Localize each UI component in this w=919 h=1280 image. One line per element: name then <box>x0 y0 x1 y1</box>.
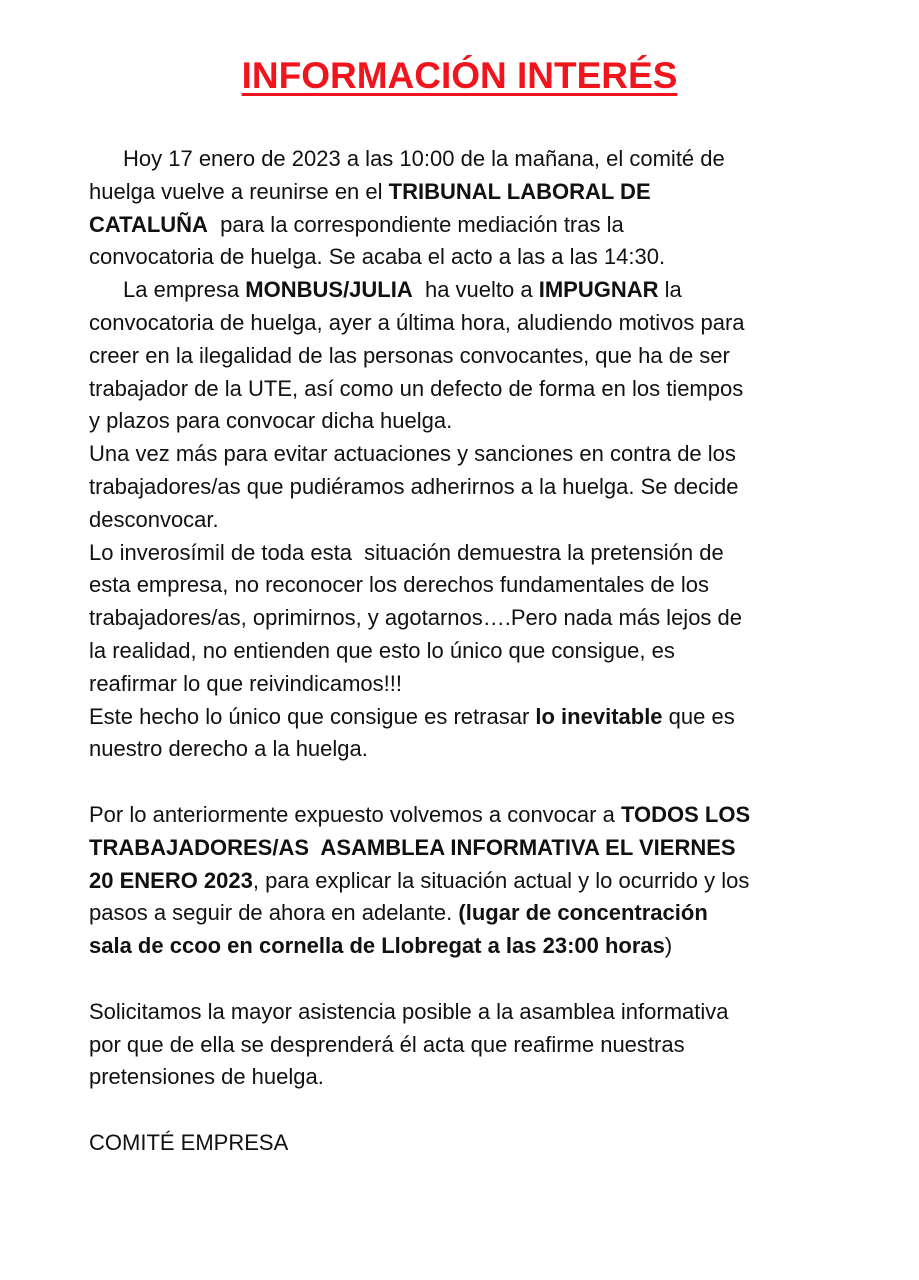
text-line <box>89 307 849 340</box>
paragraph-desconvocar <box>89 438 849 536</box>
text-run: ) <box>664 933 673 959</box>
paragraph-inverosimil <box>89 537 849 701</box>
text-line <box>89 996 849 1029</box>
text-line <box>89 471 849 504</box>
text-run: desconvocar. <box>89 506 219 532</box>
text-run: la realidad, no entienden que esto lo único que consigue, es <box>89 637 675 663</box>
text-line <box>89 438 849 471</box>
text-run: que es <box>662 703 735 729</box>
text-run: huelga vuelve a reunirse en el <box>89 178 389 204</box>
paragraph-meeting <box>89 143 849 274</box>
text-run: Solicitamos la mayor asistencia posible a la asamblea informativa <box>89 998 729 1024</box>
text-line <box>89 733 849 766</box>
document-body <box>89 143 849 1160</box>
text-run: Este hecho lo único que consigue es retrasar <box>89 703 536 729</box>
text-line <box>89 701 849 734</box>
text-run: ha vuelto a <box>412 277 539 303</box>
text-run: esta empresa, no reconocer los derechos fundamentales de los <box>89 572 710 598</box>
text-line <box>89 340 849 373</box>
text-run: , para explicar la situación actual y lo ocurrido y los <box>252 867 750 893</box>
paragraph-impugnation <box>89 274 849 438</box>
bold-text-company: MONBUS/JULIA <box>245 277 413 303</box>
text-run: Lo inverosímil de toda esta situación demuestra la pretensión de <box>89 539 724 565</box>
blank-line <box>89 963 849 996</box>
blank-line <box>89 766 849 799</box>
text-run: y plazos para convocar dicha huelga. <box>89 408 453 434</box>
text-run: convocatoria de huelga, ayer a última hora, aludiendo motivos para <box>89 309 745 335</box>
text-line <box>89 569 849 602</box>
bold-text-tribunal: TRIBUNAL LABORAL DE <box>388 178 651 204</box>
signature: COMITÉ EMPRESA <box>89 1129 289 1155</box>
text-run: Por lo anteriormente expuesto volvemos a convocar a <box>89 801 621 827</box>
text-line <box>89 832 849 865</box>
text-run: para la correspondiente mediación tras la <box>207 211 624 237</box>
text-run: pasos a seguir de ahora en adelante. <box>89 900 459 926</box>
text-line <box>89 373 849 406</box>
bold-text-inevitable: lo inevitable <box>535 703 663 729</box>
text-run: Una vez más para evitar actuaciones y sanciones en contra de los <box>89 441 736 467</box>
text-line <box>89 1029 849 1062</box>
text-line <box>89 635 849 668</box>
bold-text-venue: sala de ccoo en cornella de Llobregat a las 23:00 horas <box>89 933 665 959</box>
text-line <box>89 668 849 701</box>
paragraph-request <box>89 996 849 1094</box>
text-line <box>89 504 849 537</box>
text-run: por que de ella se desprenderá él acta que reafirme nuestras <box>89 1031 685 1057</box>
text-run: trabajador de la UTE, así como un defecto de forma en los tiempos <box>89 375 744 401</box>
text-line <box>89 930 849 963</box>
text-run: trabajadores/as, oprimirnos, y agotarnos….Pero nada más lejos de <box>89 605 743 631</box>
bold-text-todos: TODOS LOS <box>620 801 751 827</box>
bold-text-impugnar: IMPUGNAR <box>538 277 659 303</box>
paragraph-inevitable <box>89 701 849 767</box>
text-run: nuestro derecho a la huelga. <box>89 736 368 762</box>
text-run: trabajadores/as que pudiéramos adherirnos a la huelga. Se decide <box>89 473 739 499</box>
blank-line <box>89 1094 849 1127</box>
bold-text-assembly: TRABAJADORES/AS ASAMBLEA INFORMATIVA EL VIERNES <box>89 834 736 860</box>
text-run: reafirmar lo que reivindicamos!!! <box>89 670 403 696</box>
text-line <box>89 1061 849 1094</box>
bold-text-location: (lugar de concentración <box>458 900 708 926</box>
bold-text-cataluna: CATALUÑA <box>89 211 208 237</box>
text-line <box>89 897 849 930</box>
text-run: la <box>658 277 682 303</box>
text-line <box>89 274 849 307</box>
text-run: convocatoria de huelga. Se acaba el acto a las a las 14:30. <box>89 244 666 270</box>
bold-text-date: 20 ENERO 2023 <box>89 867 253 893</box>
text-line <box>89 799 849 832</box>
text-line <box>89 537 849 570</box>
paragraph-assembly <box>89 799 849 963</box>
text-line <box>89 865 849 898</box>
text-run: La empresa <box>123 277 246 303</box>
text-line <box>89 143 849 176</box>
text-line <box>89 602 849 635</box>
text-line <box>89 405 849 438</box>
document-title: INFORMACIÓN INTERÉS <box>241 55 678 96</box>
text-run: Hoy 17 enero de 2023 a las 10:00 de la mañana, el comité de <box>123 146 725 171</box>
text-line <box>89 241 849 274</box>
text-line <box>89 176 849 209</box>
text-run: creer en la ilegalidad de las personas convocantes, que ha de ser <box>89 342 730 368</box>
text-line <box>89 209 849 242</box>
text-run: pretensiones de huelga. <box>89 1064 324 1090</box>
